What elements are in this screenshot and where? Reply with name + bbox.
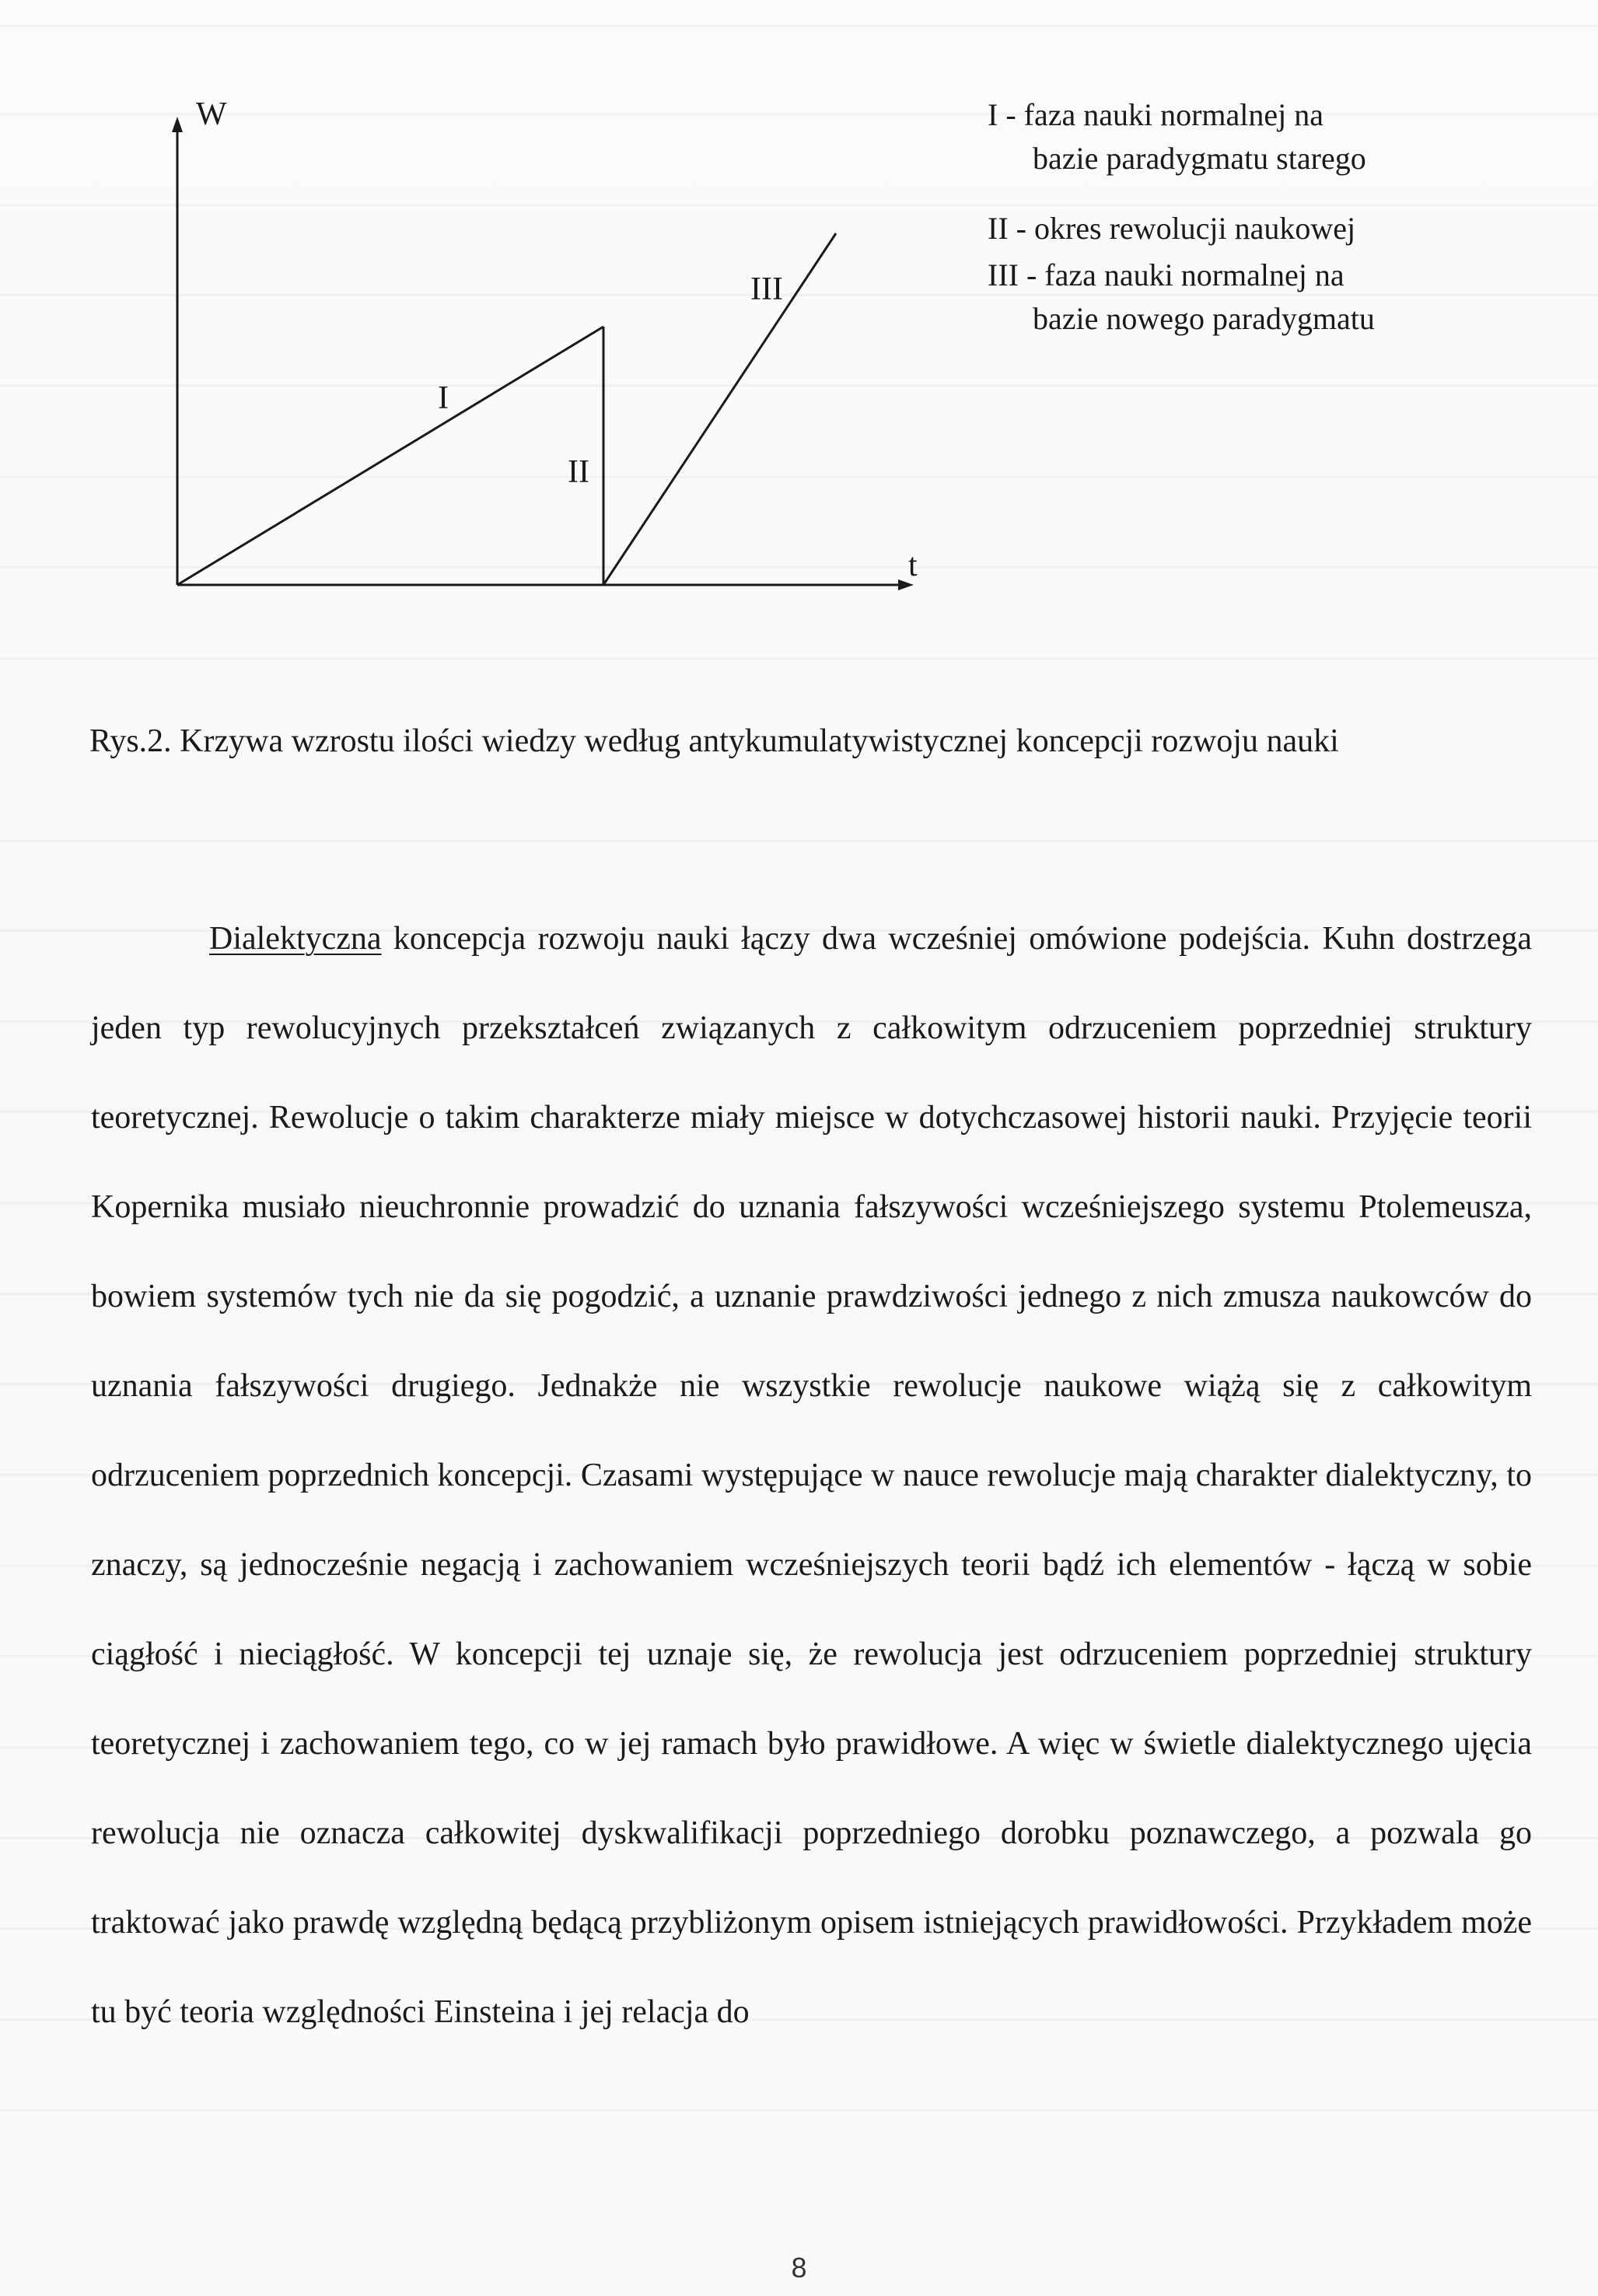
y-axis-label: W <box>196 96 227 132</box>
bleed-through-line <box>0 25 1598 27</box>
legend-entry-3-line2: bazie nowego paradygmatu <box>1033 301 1375 336</box>
bleed-through-line <box>0 840 1598 842</box>
legend-entry-1-line1: I - faza nauki normalnej na <box>988 97 1324 132</box>
legend-entry-1-line2: bazie paradygmatu starego <box>1033 141 1366 176</box>
paragraph <box>91 894 1532 2057</box>
figure-caption: Rys.2. Krzywa wzrostu ilości wiedzy według antykumulatywistycznej koncepcji rozwoju nauki <box>89 723 1339 759</box>
underlined-term: Dialektyczna <box>209 921 382 957</box>
bleed-through-line <box>0 2109 1598 2112</box>
y-axis-arrowhead <box>172 117 183 132</box>
phase-3-curve <box>603 233 836 585</box>
x-axis-label: t <box>908 548 918 583</box>
paragraph-text: koncepcja rozwoju nauki łączy dwa wcześniej omówione podejścia. Kuhn dostrzega jeden typ rewolucyjnych przekształceń związanych z całkowitym odrzuceniem poprzedniej struktury teoretycznej. Rewolucje o takim charakterze miały miejsce w dotychczasowej historii nauki. Przyjęcie teorii Kopernika musiało nieuchronnie prowadzić do uznania fałszywości wcześniejszego systemu Ptolemeusza, bowiem systemów tych nie da się pogodzić, a uznanie prawdziwości jednego z nich zmusza naukowców do uznania fałszywości drugiego. Jednakże nie wszystkie rewolucje naukowe wiążą się z całkowitym odrzuceniem poprzednich koncepcji. Czasami występujące w nauce rewolucje mają charakter dialektyczny, to znaczy, są jednocześnie negacją i zachowaniem wcześniejszych teorii bądź ich elementów - łączą w sobie ciągłość i nieciągłość. W koncepcji tej uznaje się, że rewolucja jest odrzuceniem poprzedniej struktury teoretycznej i zachowaniem tego, co w jej ramach było prawidłowe. A więc w świetle dialektycznego ujęcia rewolucja nie oznacza całkowitej dyskwalifikacji poprzedniego dorobku poznawczego, a pozwala go traktować jako prawdę względną będącą przybliżonym opisem istniejących prawidłowości. Przykładem może tu być teoria względności Einsteina i jej relacja do <box>91 921 1532 2030</box>
page-number: 8 <box>791 2252 807 2284</box>
knowledge-growth-figure <box>156 86 1516 614</box>
phase-2-label: II <box>568 454 589 490</box>
legend-entry-1 <box>988 93 1532 180</box>
phase-1-label: I <box>438 380 449 416</box>
legend-entry-2-line1: II - okres rewolucji naukowej <box>988 211 1356 246</box>
legend-entry-3-line1: III - faza nauki normalnej na <box>988 257 1344 292</box>
figure-legend <box>988 93 1532 342</box>
phase-3-label: III <box>750 271 783 307</box>
phase-1-curve <box>177 327 603 585</box>
figure-diagram <box>156 86 995 614</box>
bleed-through-line <box>0 657 1598 660</box>
legend-entry-2 <box>988 207 1532 250</box>
body-text <box>91 894 1532 2057</box>
legend-entry-3 <box>988 254 1532 341</box>
